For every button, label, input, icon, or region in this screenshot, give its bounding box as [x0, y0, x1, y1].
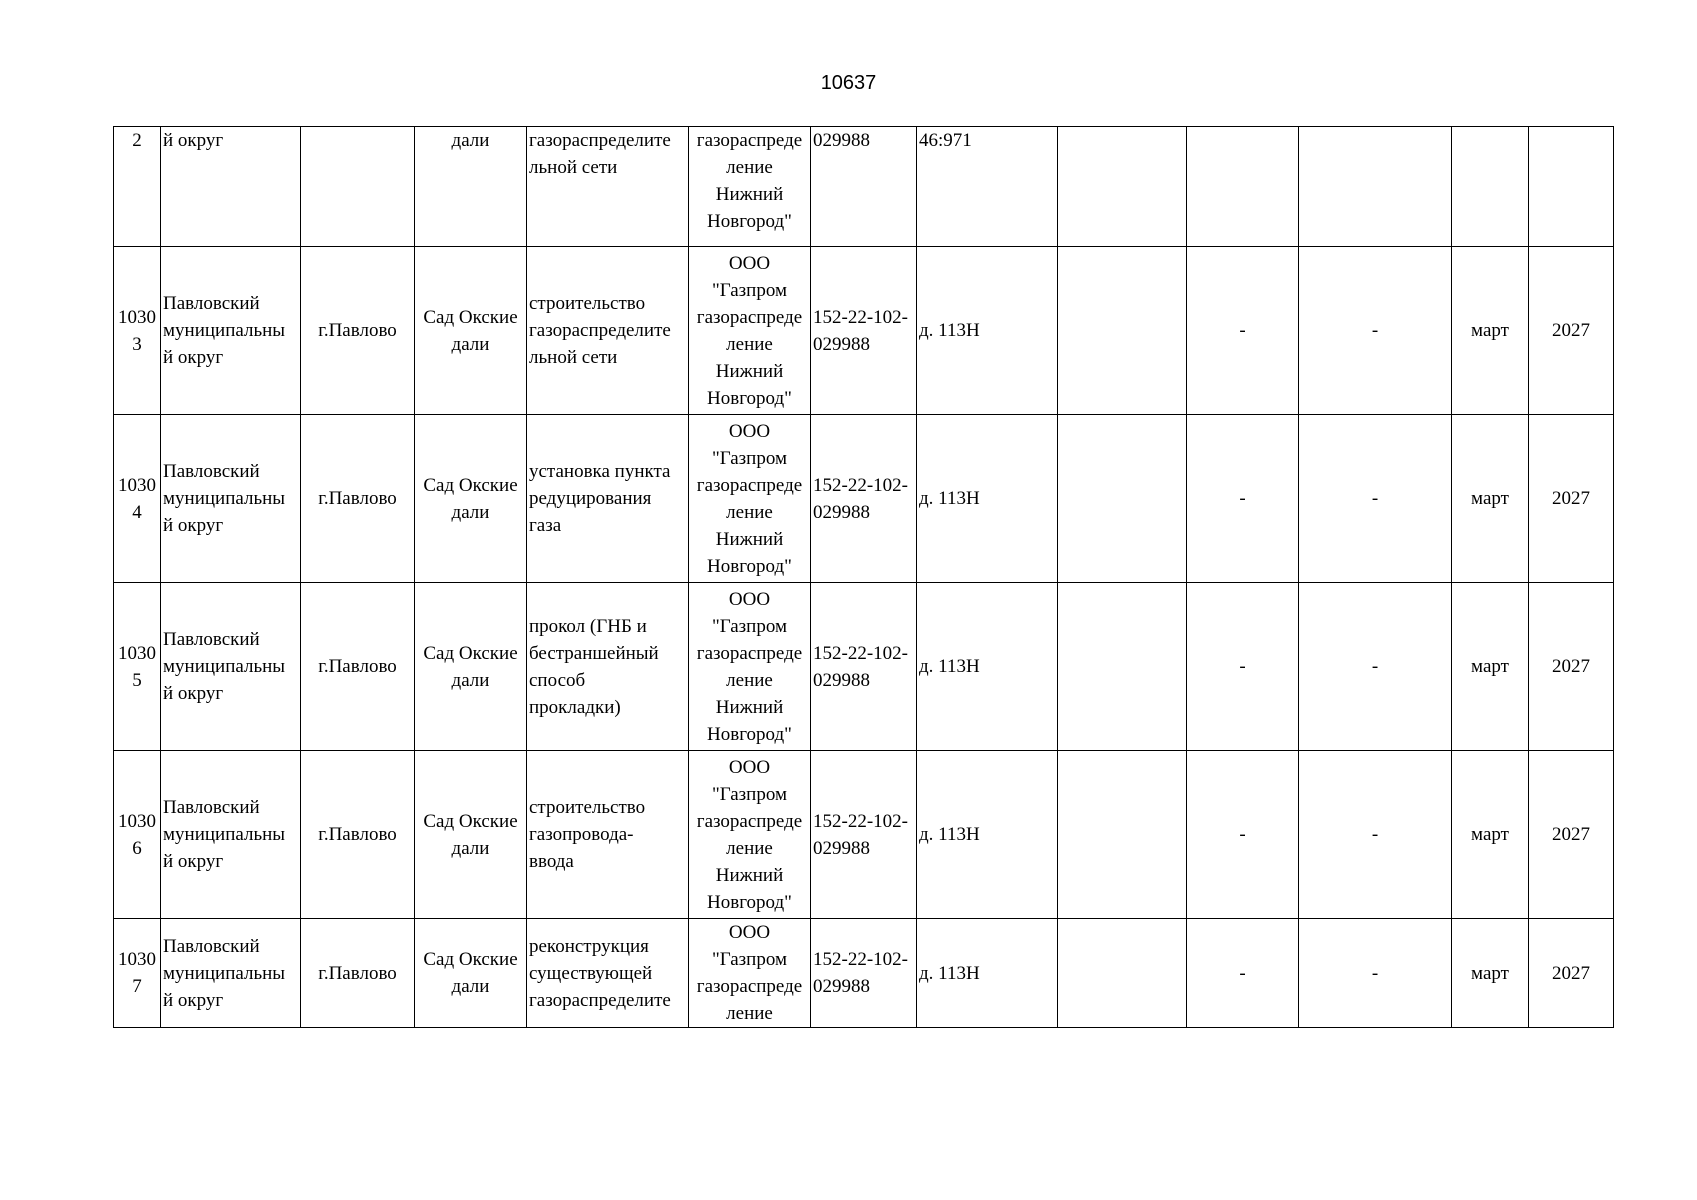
month-cell: март [1452, 583, 1529, 751]
registry-code-cell: 029988 [811, 127, 917, 247]
dash-cell: - [1187, 583, 1299, 751]
month-cell: март [1452, 415, 1529, 583]
address-cell: 46:971 [917, 127, 1058, 247]
district-cell: й округ [161, 127, 301, 247]
registry-code-cell: 152-22-102- 029988 [811, 751, 917, 919]
city-cell: г.Павлово [301, 247, 415, 415]
work-type-cell: строительство газораспределите льной сети [527, 247, 689, 415]
dash-cell: - [1299, 247, 1452, 415]
dash-cell: - [1187, 247, 1299, 415]
district-cell: Павловский муниципальны й округ [161, 247, 301, 415]
work-type-cell: прокол (ГНБ и бестраншейный способ прокладки) [527, 583, 689, 751]
address-cell: д. 113Н [917, 415, 1058, 583]
month-cell [1452, 127, 1529, 247]
district-cell: Павловский муниципальны й округ [161, 751, 301, 919]
works-table [113, 126, 1614, 1028]
location-cell: Сад Окские дали [415, 247, 527, 415]
dash-cell: - [1299, 919, 1452, 1028]
location-cell: Сад Окские дали [415, 583, 527, 751]
address-cell: д. 113Н [917, 919, 1058, 1028]
registry-code-cell: 152-22-102- 029988 [811, 583, 917, 751]
row-number-cell: 1030 3 [114, 247, 161, 415]
year-cell [1529, 127, 1614, 247]
location-cell: Сад Окские дали [415, 415, 527, 583]
city-cell: г.Павлово [301, 919, 415, 1028]
dash-cell: - [1299, 415, 1452, 583]
year-cell: 2027 [1529, 247, 1614, 415]
row-number-cell: 1030 6 [114, 751, 161, 919]
registry-code-cell: 152-22-102- 029988 [811, 919, 917, 1028]
organization-cell: ООО "Газпром газораспреде ление Нижний Новгород" [689, 247, 811, 415]
registry-code-cell: 152-22-102- 029988 [811, 415, 917, 583]
dash-cell: - [1187, 919, 1299, 1028]
row-number-cell: 1030 5 [114, 583, 161, 751]
dash-cell [1299, 127, 1452, 247]
work-type-cell: строительство газопровода- ввода [527, 751, 689, 919]
empty-cell [1058, 583, 1187, 751]
dash-cell [1187, 127, 1299, 247]
district-cell: Павловский муниципальны й округ [161, 583, 301, 751]
registry-code-cell: 152-22-102- 029988 [811, 247, 917, 415]
year-cell: 2027 [1529, 415, 1614, 583]
organization-cell: ООО "Газпром газораспреде ление Нижний Новгород" [689, 583, 811, 751]
work-type-cell: установка пункта редуцирования газа [527, 415, 689, 583]
location-cell: дали [415, 127, 527, 247]
table-row [114, 583, 1614, 751]
empty-cell [1058, 415, 1187, 583]
row-number-cell: 1030 7 [114, 919, 161, 1028]
location-cell: Сад Окские дали [415, 919, 527, 1028]
city-cell: г.Павлово [301, 415, 415, 583]
address-cell: д. 113Н [917, 583, 1058, 751]
empty-cell [1058, 247, 1187, 415]
table-row [114, 751, 1614, 919]
month-cell: март [1452, 247, 1529, 415]
city-cell: г.Павлово [301, 583, 415, 751]
address-cell: д. 113Н [917, 247, 1058, 415]
organization-cell: газораспреде ление Нижний Новгород" [689, 127, 811, 247]
row-number-cell: 1030 4 [114, 415, 161, 583]
month-cell: март [1452, 751, 1529, 919]
dash-cell: - [1299, 583, 1452, 751]
location-cell: Сад Окские дали [415, 751, 527, 919]
empty-cell [1058, 751, 1187, 919]
address-cell: д. 113Н [917, 751, 1058, 919]
row-number-cell: 2 [114, 127, 161, 247]
table-row [114, 247, 1614, 415]
district-cell: Павловский муниципальны й округ [161, 919, 301, 1028]
year-cell: 2027 [1529, 919, 1614, 1028]
city-cell: г.Павлово [301, 751, 415, 919]
dash-cell: - [1187, 415, 1299, 583]
page-number: 10637 [820, 72, 877, 94]
year-cell: 2027 [1529, 751, 1614, 919]
dash-cell: - [1299, 751, 1452, 919]
organization-cell: ООО "Газпром газораспреде ление Нижний Новгород" [689, 751, 811, 919]
organization-cell: ООО "Газпром газораспреде ление [689, 919, 811, 1028]
month-cell: март [1452, 919, 1529, 1028]
table-row [114, 919, 1614, 1028]
city-cell [301, 127, 415, 247]
work-type-cell: газораспределите льной сети [527, 127, 689, 247]
organization-cell: ООО "Газпром газораспреде ление Нижний Новгород" [689, 415, 811, 583]
table-row [114, 127, 1614, 247]
district-cell: Павловский муниципальны й округ [161, 415, 301, 583]
empty-cell [1058, 919, 1187, 1028]
empty-cell [1058, 127, 1187, 247]
dash-cell: - [1187, 751, 1299, 919]
table-row [114, 415, 1614, 583]
work-type-cell: реконструкция существующей газораспределите [527, 919, 689, 1028]
year-cell: 2027 [1529, 583, 1614, 751]
